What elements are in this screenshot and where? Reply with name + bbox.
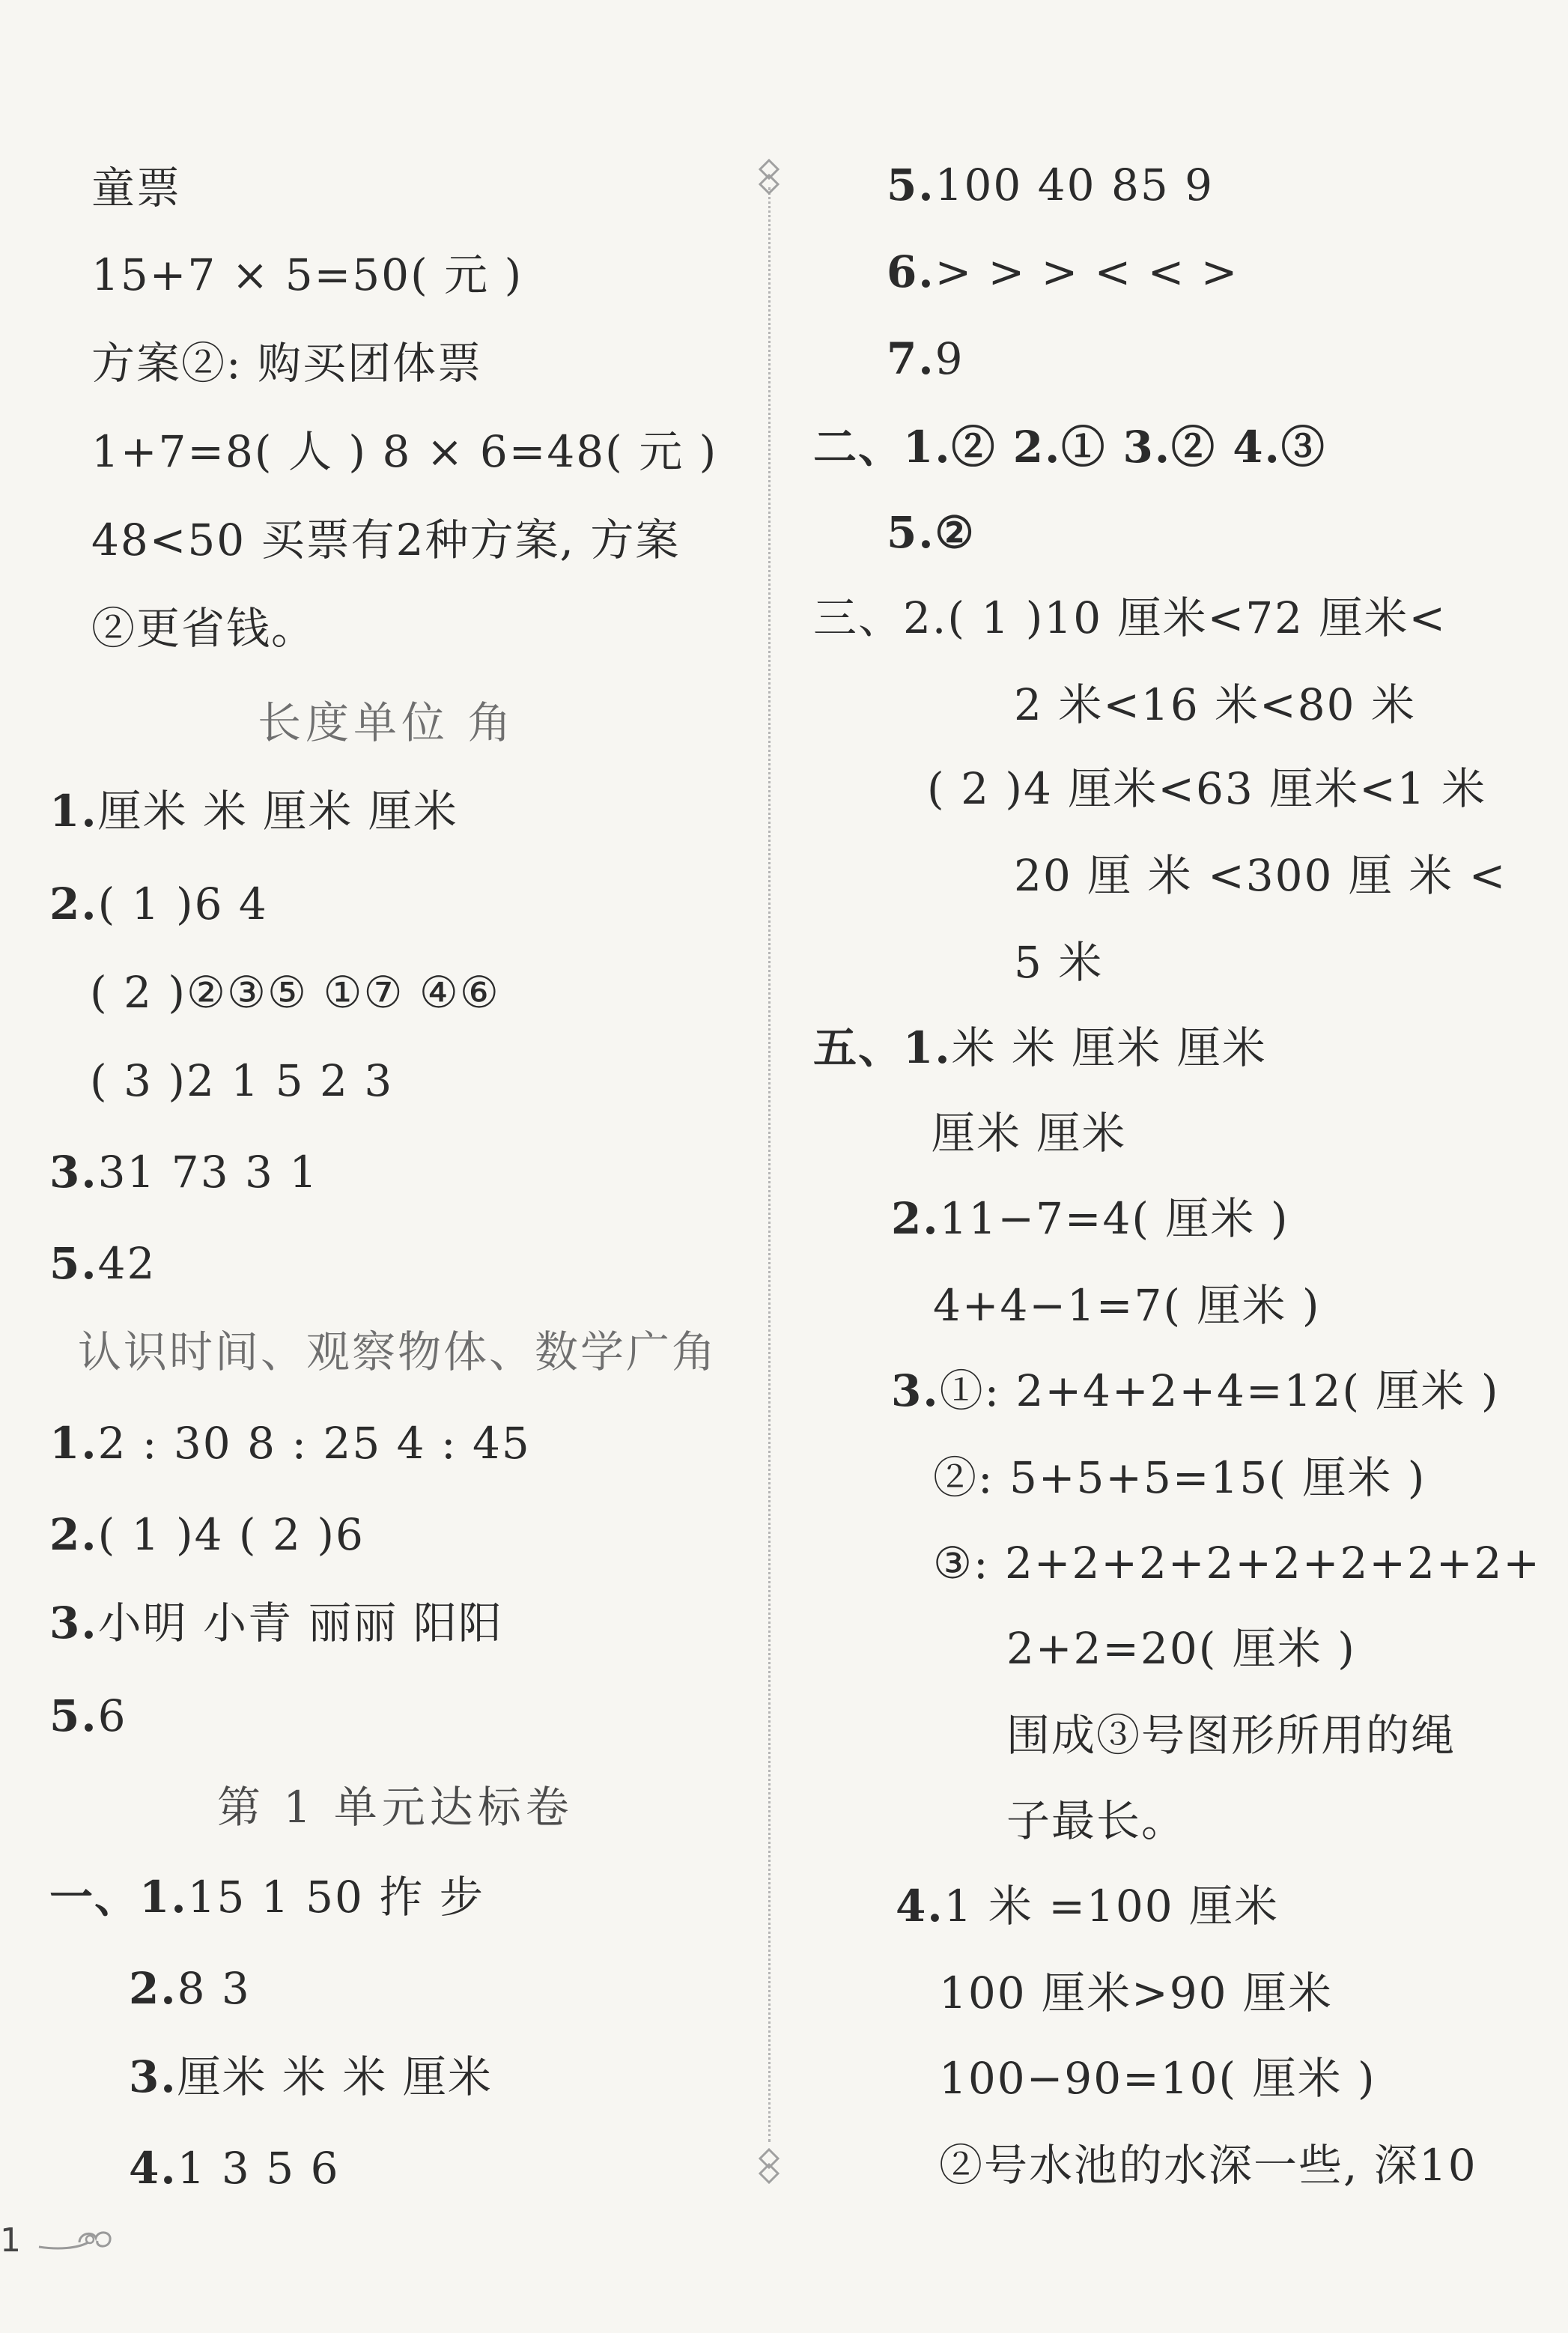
answer-line: ( 2 )②③⑤ ①⑦ ④⑥ [90,967,500,1018]
answer-line: 2+2=20( 厘米 ) [1006,1623,1356,1674]
answer-line: ③: 2+2+2+2+2+2+2+2+ [933,1538,1541,1589]
answer-line: 1+7=8( 人 ) 8 × 6=48( 元 ) [91,426,718,477]
question-number: 4. [129,2143,177,2194]
answer-line [49,786,458,837]
answer-line: 二、1.② 2.① 3.② 4.③ [813,422,1326,473]
divider-ornament-icon [756,2148,782,2184]
answer-line [891,1193,1289,1244]
answer-text: 9 [935,333,964,384]
answer-line: 15+7 × 5=50( 元 ) [91,249,523,300]
answer-line: 20 厘 米 <300 厘 米 < [1014,850,1507,901]
answer-line: 100−90=10( 厘米 ) [939,2053,1376,2104]
answer-line [49,1509,365,1560]
question-number: 1. [49,786,98,837]
question-number: 2. [129,1963,177,2014]
answer-line: ( 2 )4 厘米<63 厘米<1 米 [927,763,1487,814]
question-number: 3. [49,1598,98,1648]
column-divider [768,187,771,2142]
answer-text: 31 73 3 1 [97,1147,319,1198]
answer-line [887,160,1215,210]
question-number: 3. [49,1147,98,1198]
answer-line [129,2051,493,2102]
answer-line [49,1238,157,1289]
cloud-ornament-icon [36,2223,118,2253]
answer-text: ①: 2+4+2+4=12( 厘米 ) [939,1365,1500,1416]
answer-line: 48<50 买票有2种方案, 方案 [91,515,681,565]
answer-line [49,1418,531,1469]
question-number: 6. [887,246,935,297]
answer-line: 100 厘米>90 厘米 [939,1968,1333,2018]
answer-text: 小明 小青 丽丽 阳阳 [97,1598,503,1648]
question-number: 3. [129,2051,177,2102]
answer-line: 4+4−1=7( 厘米 ) [933,1280,1321,1331]
question-number: 5. [887,160,935,210]
answer-text: 8 3 [177,1963,251,2014]
answer-line: 2 米<16 米<80 米 [1014,679,1417,730]
page-number: 1 [0,2221,21,2260]
question-number: 5. [49,1238,98,1289]
section-heading: 第 1 单元达标卷 [217,1782,574,1833]
answer-line [49,1872,484,1923]
question-number: 1. [49,1418,98,1469]
question-number: 一、1. [49,1872,188,1923]
answer-line: 三、2.( 1 )10 厘米<72 厘米< [813,592,1447,643]
answer-line: ②: 5+5+5=15( 厘米 ) [933,1452,1426,1503]
answer-line [49,879,268,929]
answer-line [49,1690,127,1741]
answer-line [887,333,964,384]
answer-line [896,1881,1280,1932]
question-number: 3. [891,1365,940,1416]
answer-line [129,1963,251,2014]
question-number: 7. [887,333,935,384]
answer-text: 厘米 米 米 厘米 [177,2051,493,2102]
answer-text: 2 : 30 8 : 25 4 : 45 [97,1418,531,1469]
answer-line [49,1598,503,1648]
answer-line [891,1365,1500,1416]
answer-line: ②更省钱。 [91,603,317,654]
answer-text: 42 [97,1238,157,1289]
answer-text: ( 1 )6 4 [97,879,268,929]
answer-text: ( 1 )4 ( 2 )6 [97,1509,365,1560]
answer-line: 5.② [887,507,976,558]
answer-text: 米 米 厘米 厘米 [951,1022,1267,1073]
answer-text: 1 3 5 6 [177,2143,340,2194]
question-number: 5. [49,1690,98,1741]
answer-line [49,1147,319,1198]
answer-text: 11−7=4( 厘米 ) [939,1193,1289,1244]
answer-line: ( 3 )2 1 5 2 3 [90,1055,394,1106]
section-heading: 长度单位 角 [258,697,516,748]
question-number: 2. [49,879,98,929]
answer-text: 15 1 50 拃 步 [187,1872,484,1923]
question-number: 4. [896,1881,944,1932]
question-number: 2. [49,1509,98,1560]
question-number: 2. [891,1193,940,1244]
answer-line: 5 米 [1014,937,1104,988]
answer-text: 1 米 =100 厘米 [943,1881,1280,1932]
answer-text: 6 [97,1690,127,1741]
answer-line: ②号水池的水深一些, 深10 [939,2140,1477,2191]
answer-line: 厘米 厘米 [932,1108,1127,1159]
question-number: 五、1. [813,1022,952,1073]
divider-ornament-icon [756,159,782,195]
answer-text: 100 40 85 9 [935,160,1215,210]
answer-line: 方案②: 购买团体票 [91,338,482,389]
answer-line: 围成③号图形所用的绳 [1006,1710,1456,1761]
answer-line: 子最长。 [1006,1795,1187,1846]
answer-line [887,246,1239,297]
section-heading: 认识时间、观察物体、数学广角 [78,1326,718,1377]
answer-line [813,1022,1267,1073]
answer-text: > > > < < > [935,246,1239,297]
answer-line [129,2143,340,2194]
answer-line: 童票 [91,163,182,213]
answer-text: 厘米 米 厘米 厘米 [97,786,458,837]
